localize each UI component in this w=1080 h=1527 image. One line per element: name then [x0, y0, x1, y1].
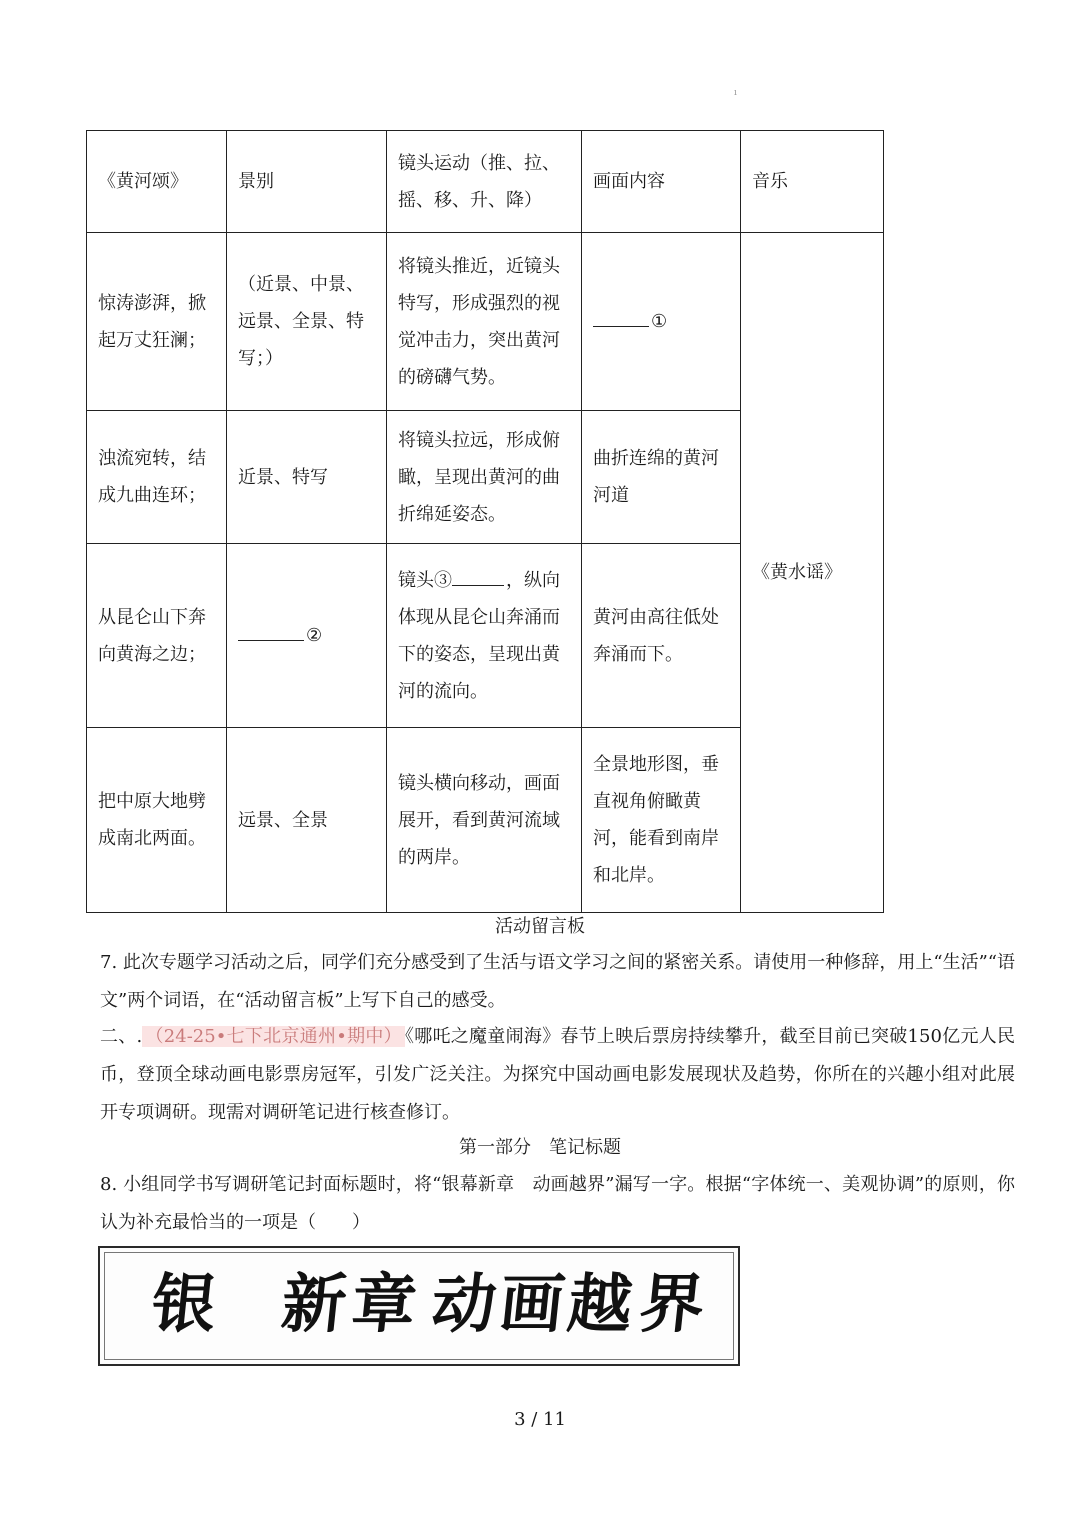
content-cell [582, 233, 741, 411]
shot-scale-cell [227, 544, 387, 728]
answer-blank-1[interactable] [593, 304, 649, 327]
camera-cell: 镜头横向移动，画面展开，看到黄河流域的两岸。 [387, 728, 582, 913]
camera-cell [387, 544, 582, 728]
poem-line: 从昆仑山下奔向黄海之边； [87, 544, 227, 728]
section-2-prefix: 二、. [100, 1026, 143, 1047]
calligraphy-char: 界 [636, 1268, 708, 1342]
poem-line: 浊流宛转，结成九曲连环； [87, 411, 227, 544]
content-cell: 全景地形图，垂直视角俯瞰黄河，能看到南岸和北岸。 [582, 728, 741, 913]
calligraphy-char: 越 [564, 1268, 636, 1342]
header-shot-scale: 景别 [227, 131, 387, 233]
calligraphy-char: 新 [278, 1268, 350, 1342]
blank-marker-2: ② [306, 625, 323, 646]
corner-mark: ı [734, 88, 737, 98]
blank-marker-1: ① [651, 311, 668, 332]
camera-cell: 将镜头推近，近镜头特写，形成强烈的视觉冲击力，突出黄河的磅礴气势。 [387, 233, 582, 411]
part-1-title: 第一部分 笔记标题 [459, 1137, 621, 1158]
section-2-text: 《哪吒之魔童闹海》春节上映后票房持续攀升，截至目前已突破150亿元人民币，登顶全球动画电影票房冠军，引发广泛关注。为探究中国动画电影发展现状及趋势，你所在的兴趣小组对此展开专项调研。现需对调研笔记进行核查修订。 [100, 1026, 1015, 1123]
calligraphy-char: 银 [148, 1268, 220, 1342]
section-2-intro [100, 1018, 1015, 1132]
table-row [87, 233, 884, 411]
board-caption: 活动留言板 [495, 916, 585, 937]
table-header-row [87, 131, 884, 233]
answer-blank-3[interactable] [452, 563, 504, 586]
header-poem: 《黄河颂》 [87, 131, 227, 233]
poem-line: 惊涛澎湃，掀起万丈狂澜； [87, 233, 227, 411]
content-cell: 黄河由高往低处奔涌而下。 [582, 544, 741, 728]
answer-blank-2[interactable] [238, 618, 304, 641]
shot-scale-cell: 远景、全景 [227, 728, 387, 913]
calligraphy-char: 动 [428, 1268, 500, 1342]
music-cell: 《黄水谣》 [741, 233, 884, 913]
calligraphy-char: 章 [348, 1268, 420, 1342]
calligraphy-char: 画 [496, 1268, 568, 1342]
shot-scale-cell: （近景、中景、远景、全景、特写；） [227, 233, 387, 411]
camera-cell: 将镜头拉远，形成俯瞰，呈现出黄河的曲折绵延姿态。 [387, 411, 582, 544]
content-cell: 曲折连绵的黄河河道 [582, 411, 741, 544]
header-camera-movement: 镜头运动（推、拉、摇、移、升、降） [387, 131, 582, 233]
question-7: 7. 此次专题学习活动之后，同学们充分感受到了生活与语文学习之间的紧密关系。请使用一种修辞，用上“生活”“语文”两个词语，在“活动留言板”上写下自己的感受。 [100, 952, 1015, 1011]
header-music: 音乐 [741, 131, 884, 233]
question-8: 8. 小组同学书写调研笔记封面标题时，将“银幕新章 动画越界”漏写一字。根据“字体统一、美观协调”的原则，你认为补充最恰当的一项是（ ） [100, 1174, 1015, 1233]
shot-scale-cell: 近景、特写 [227, 411, 387, 544]
calligraphy-title-image [98, 1246, 740, 1366]
poem-line: 把中原大地劈成南北两面。 [87, 728, 227, 913]
page-number: 3 / 11 [514, 1409, 566, 1430]
source-tag: （24-25•七下北京通州•期中） [142, 1026, 405, 1047]
film-table [86, 130, 884, 913]
camera-suffix: ，纵向体现从昆仑山奔涌而下的姿态，呈现出黄河的流向。 [398, 569, 560, 702]
header-frame-content: 画面内容 [582, 131, 741, 233]
camera-prefix: 镜头③ [398, 569, 452, 591]
